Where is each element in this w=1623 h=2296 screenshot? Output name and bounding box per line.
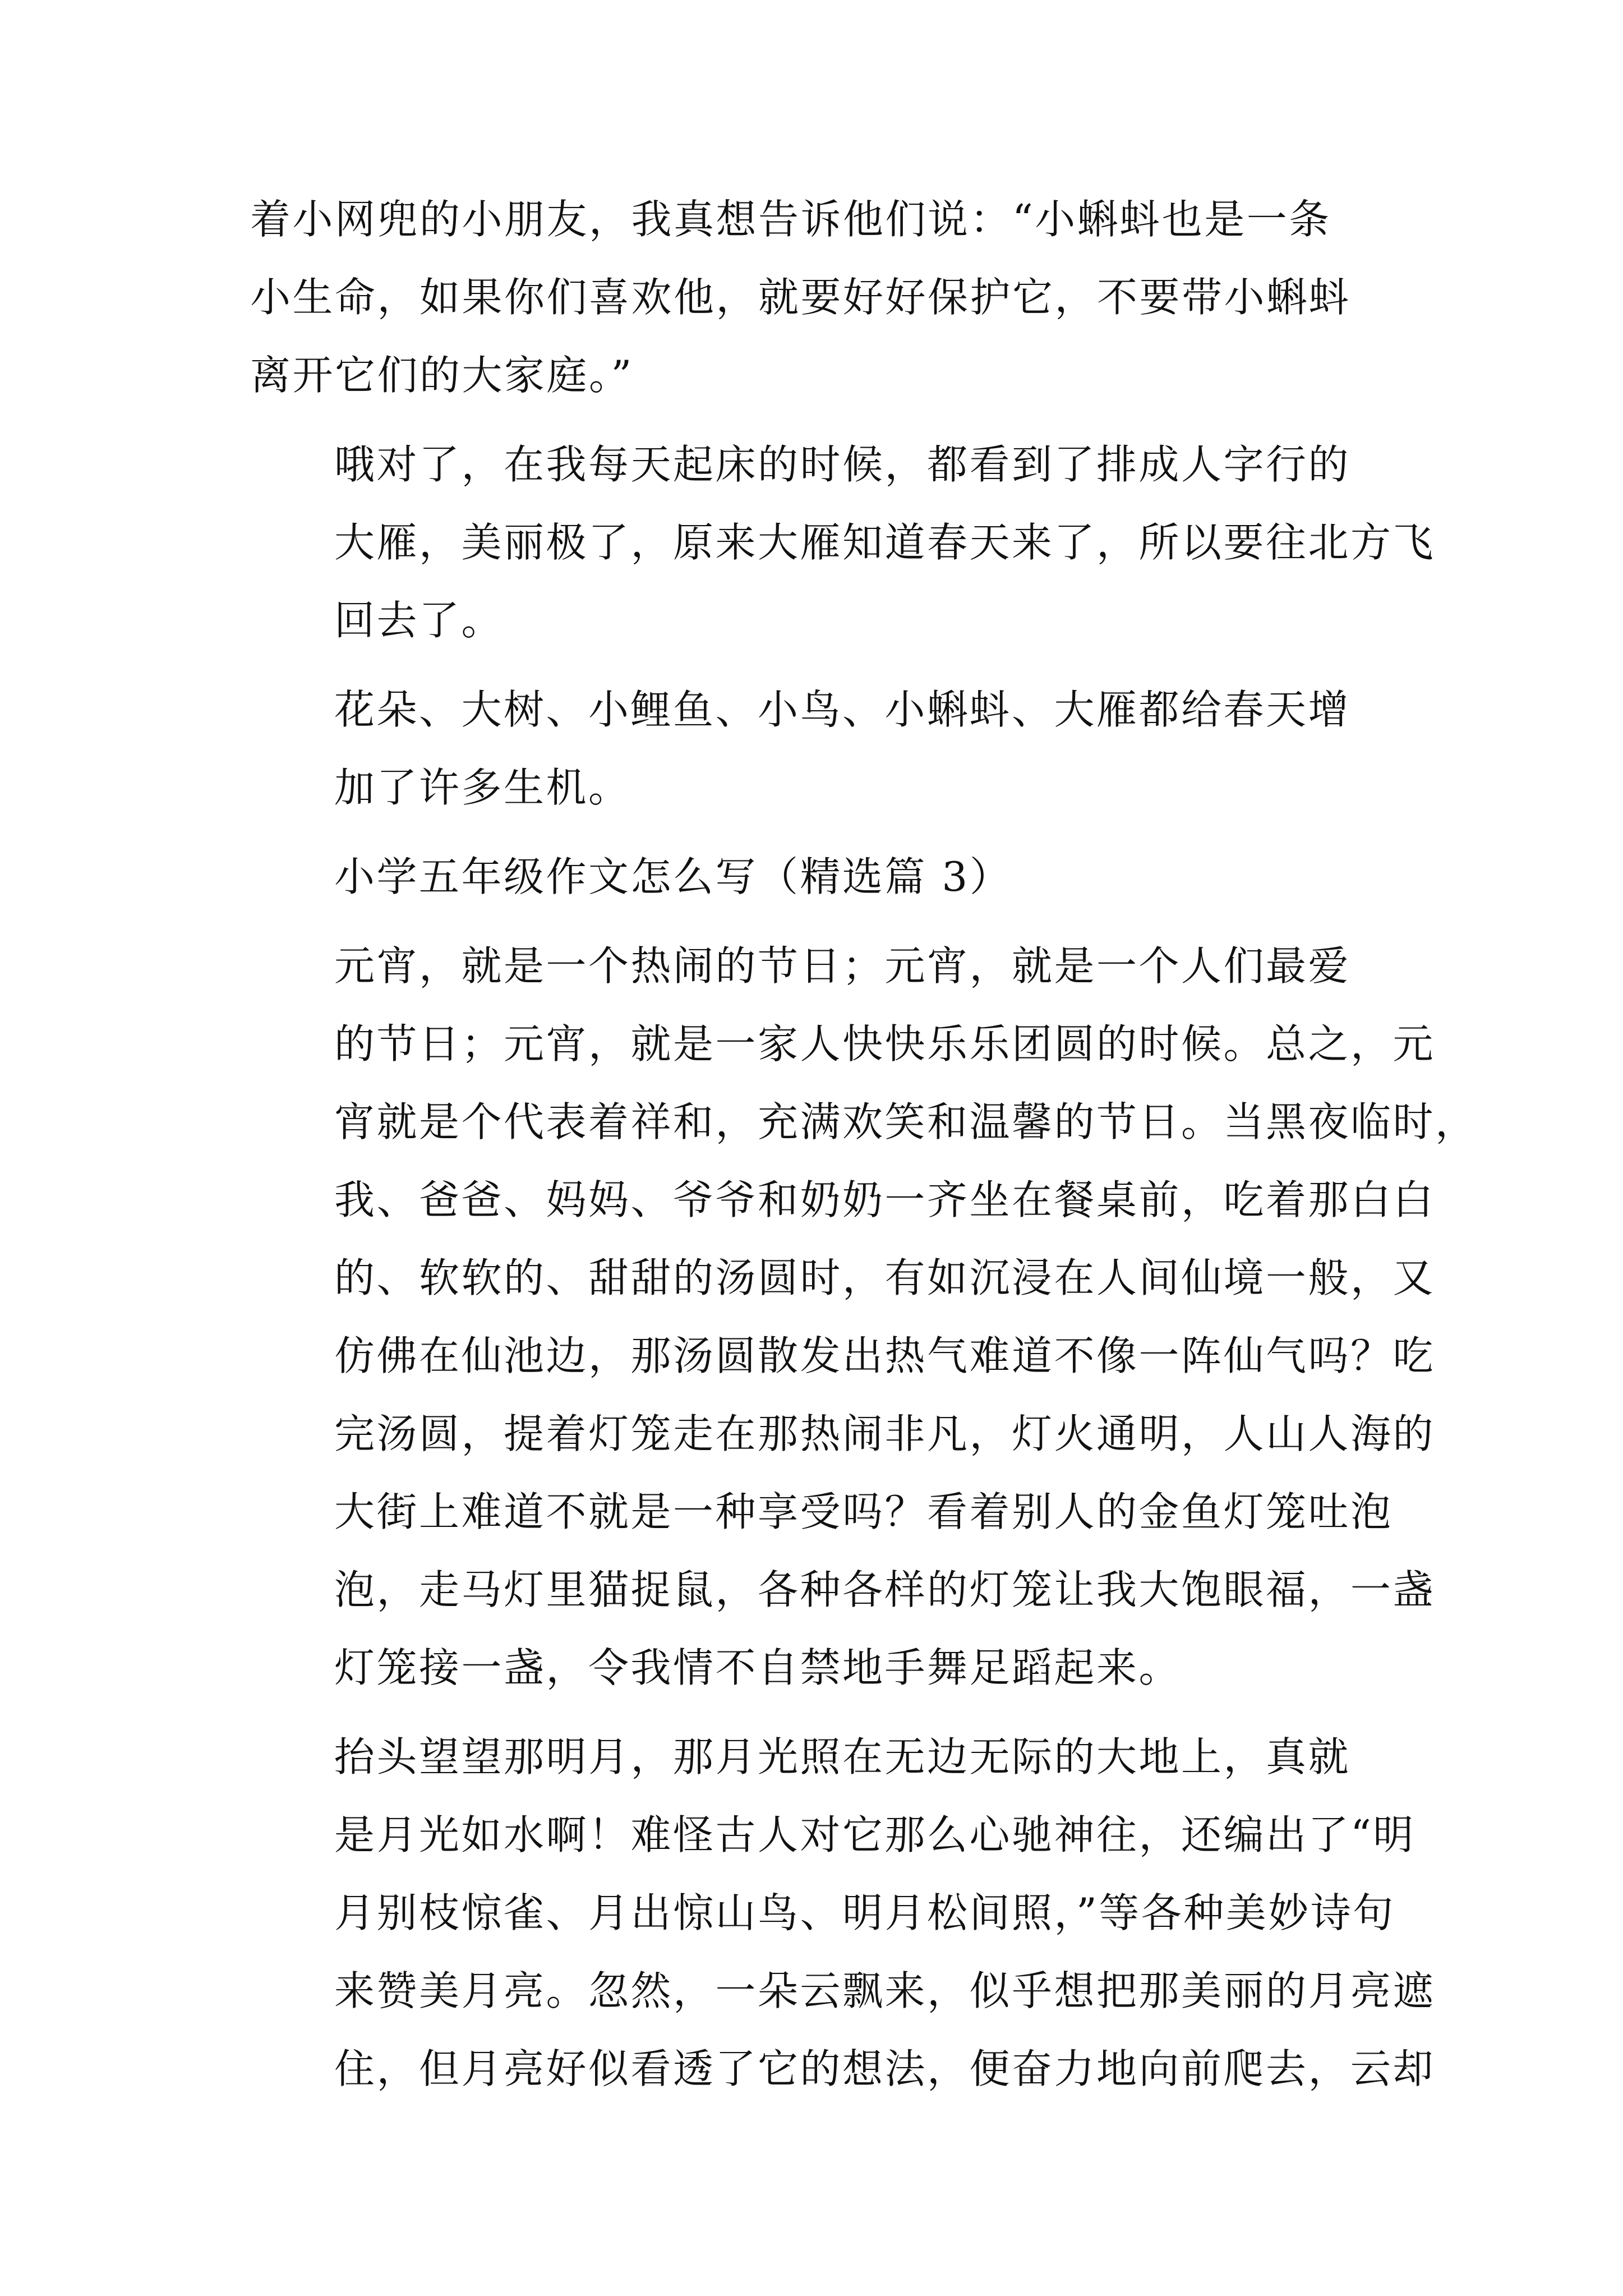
text-line: 哦对了，在我每天起床的时候，都看到了排成人字行的 bbox=[334, 441, 1351, 488]
text-line: 完汤圆，提着灯笼走在那热闹非凡，灯火通明，人山人海的 bbox=[334, 1410, 1436, 1457]
text-line: 大雁，美丽极了，原来大雁知道春天来了，所以要往北方飞 bbox=[334, 519, 1436, 566]
document-body bbox=[250, 181, 1478, 2119]
text-line: 小学五年级作文怎么写（精选篇 3） bbox=[334, 853, 1012, 900]
text-line: 的节日；元宵，就是一家人快快乐乐团圆的时候。总之，元 bbox=[334, 1020, 1436, 1068]
text-line: 仿佛在仙池边，那汤圆散发出热气难道不像一阵仙气吗？吃 bbox=[334, 1332, 1436, 1379]
paragraph bbox=[250, 426, 1436, 660]
text-line: 泡，走马灯里猫捉鼠，各种各样的灯笼让我大饱眼福，一盏 bbox=[334, 1566, 1436, 1613]
text-line: 着小网兜的小朋友，我真想告诉他们说：“小蝌蚪也是一条 bbox=[250, 196, 1331, 243]
text-line: 的、软软的、甜甜的汤圆时，有如沉浸在人间仙境一般，又 bbox=[334, 1254, 1436, 1301]
section-heading bbox=[250, 838, 1394, 916]
paragraph bbox=[250, 181, 1394, 415]
text-line: 来赞美月亮。忽然，一朵云飘来，似乎想把那美丽的月亮遮 bbox=[334, 1967, 1436, 2014]
text-line: 离开它们的大家庭。” bbox=[250, 352, 634, 399]
text-line: 月别枝惊雀、月出惊山鸟、明月松间照，”等各种美妙诗句 bbox=[334, 1889, 1395, 1936]
text-line: 宵就是个代表着祥和，充满欢笑和温馨的节日。当黑夜临时， bbox=[334, 1098, 1478, 1145]
text-line: 元宵，就是一个热闹的节日；元宵，就是一个人们最爱 bbox=[334, 942, 1351, 990]
text-line: 加了许多生机。 bbox=[334, 764, 631, 811]
text-line: 我、爸爸、妈妈、爷爷和奶奶一齐坐在餐桌前，吃着那白白 bbox=[334, 1176, 1436, 1223]
text-line: 大街上难道不就是一种享受吗？看着别人的金鱼灯笼吐泡 bbox=[334, 1488, 1393, 1535]
text-line: 抬头望望那明月，那月光照在无边无际的大地上，真就 bbox=[334, 1733, 1351, 1780]
text-line: 住，但月亮好似看透了它的想法，便奋力地向前爬去，云却 bbox=[334, 2045, 1436, 2092]
text-line: 是月光如水啊！难怪古人对它那么心驰神往，还编出了“明 bbox=[334, 1811, 1415, 1858]
paragraph bbox=[250, 1718, 1436, 2108]
paragraph bbox=[250, 927, 1478, 1707]
text-line: 花朵、大树、小鲤鱼、小鸟、小蝌蚪、大雁都给春天增 bbox=[334, 686, 1351, 733]
text-line: 灯笼接一盏，令我情不自禁地手舞足蹈起来。 bbox=[334, 1644, 1182, 1691]
text-line: 回去了。 bbox=[334, 597, 504, 644]
text-line: 小生命，如果你们喜欢他，就要好好保护它，不要带小蝌蚪 bbox=[250, 274, 1352, 321]
paragraph bbox=[250, 671, 1394, 827]
